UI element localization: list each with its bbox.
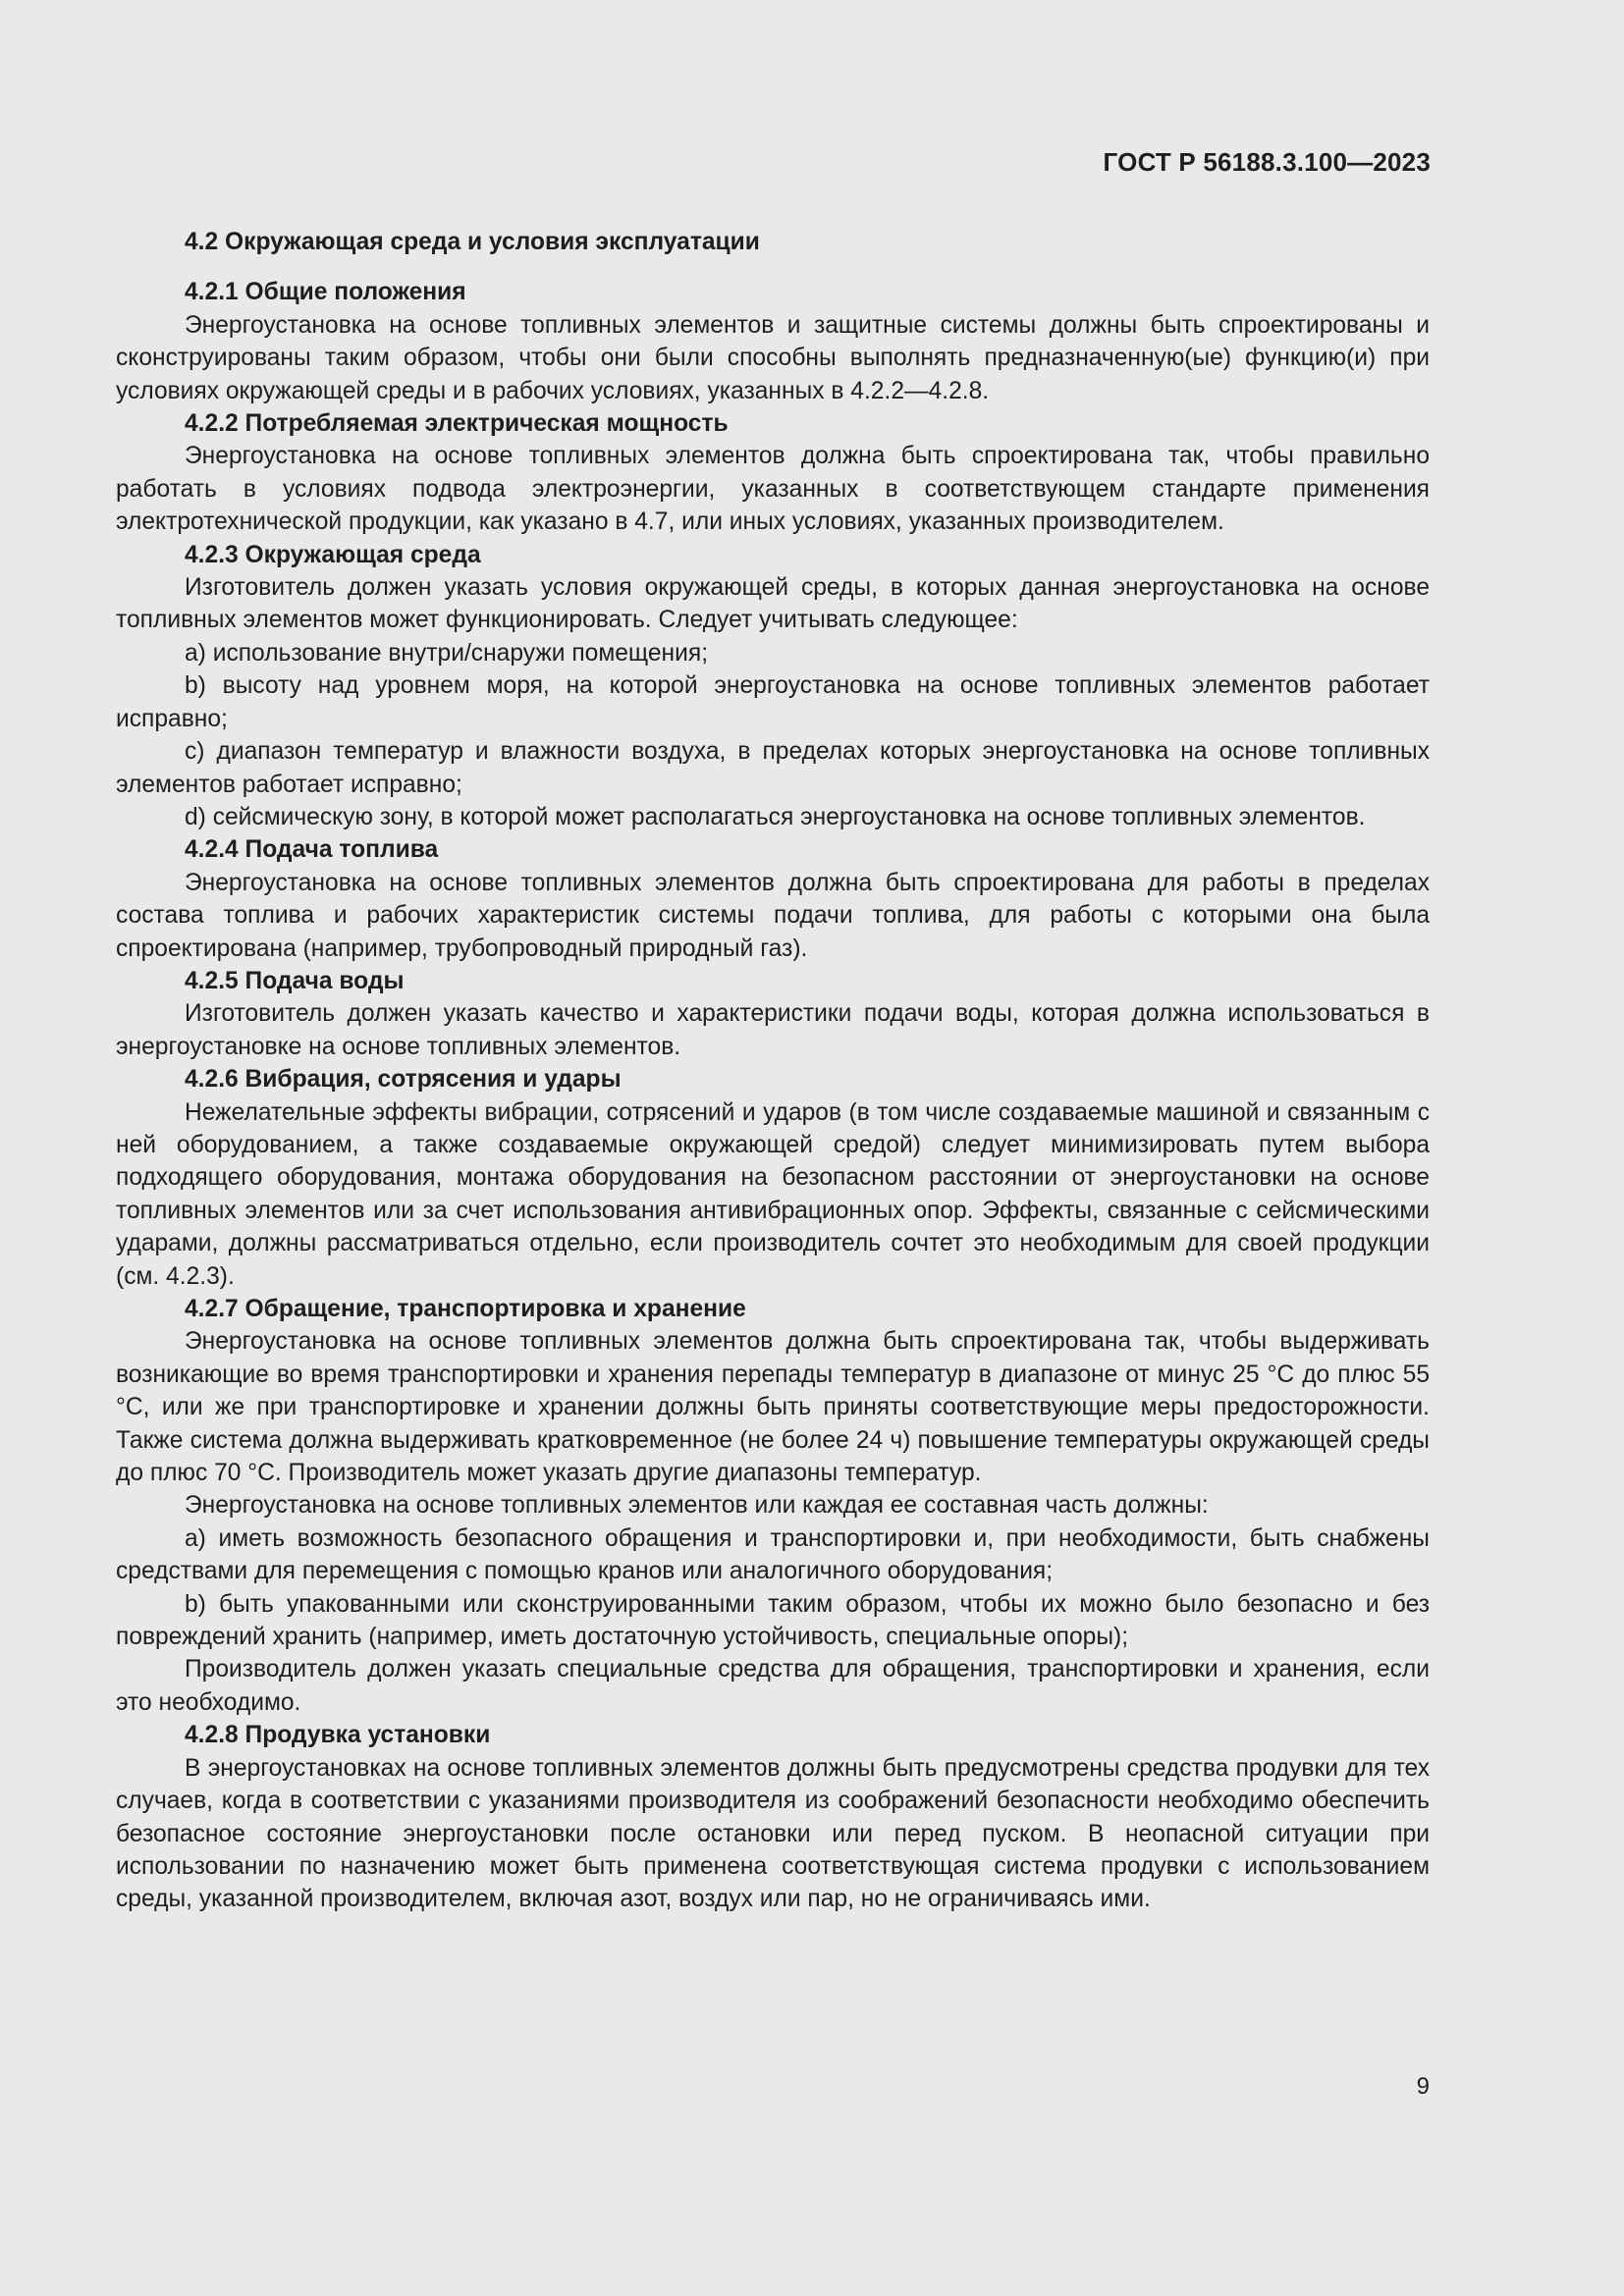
paragraph: Нежелательные эффекты вибрации, сотрясений и ударов (в том числе создаваемые машиной и связанным с ней оборудованием, а также создаваемые окружающей средой) следует минимизировать путем выбора подходящего оборудования, монтажа оборудования на безопасном расстоянии от энергоустановки на основе топливных элементов или за счет использования антивибрационных опор. Эффекты, связанные с сейсмическими ударами, должны рассматриваться отдельно, если производитель сочтет это необходимым для своей продукции (см. 4.2.3).: [116, 1098, 1430, 1290]
list-item: d) сейсмическую зону, в которой может располагаться энергоустановка на основе топливных элементов.: [185, 803, 1366, 830]
subsection-title-4-2-5: 4.2.5 Подача воды: [185, 967, 405, 994]
subsection-title-4-2-8: 4.2.8 Продувка установки: [185, 1722, 491, 1749]
paragraph: Изготовитель должен указать условия окружающей среды, в которых данная энергоустановка на основе топливных элементов может функционировать. Следует учитывать следующее:: [116, 574, 1430, 634]
paragraph: Изготовитель должен указать качество и характеристики подачи воды, которая должна использоваться в энергоустановке на основе топливных элементов.: [116, 1000, 1430, 1060]
subsection-title-4-2-1: 4.2.1 Общие положения: [185, 279, 466, 306]
list-item: c) диапазон температур и влажности воздуха, в пределах которых энергоустановка на основе топливных элементов работает исправно;: [116, 738, 1430, 798]
list-item: b) быть упакованными или сконструированными таким образом, чтобы их можно было безопасно и без повреждений хранить (например, иметь достаточную устойчивость, специальные опоры);: [116, 1590, 1430, 1651]
paragraph: Энергоустановка на основе топливных элементов должна быть спроектирована так, чтобы правильно работать в условиях подвода электроэнергии, указанных в соответствующем стандарте применения электротехнической продукции, как указано в 4.7, или иных условиях, указанных производителем.: [116, 443, 1430, 536]
section-title: 4.2 Окружающая среда и условия эксплуатации: [185, 229, 760, 255]
subsection-title-4-2-3: 4.2.3 Окружающая среда: [185, 541, 481, 568]
paragraph: Энергоустановка на основе топливных элементов должна быть спроектирована для работы в пределах состава топлива и рабочих характеристик системы подачи топлива, для работы с которыми она была спроектирована (например, трубопроводный природный газ).: [116, 869, 1430, 962]
list-item: a) иметь возможность безопасного обращения и транспортировки и, при необходимости, быть снабжены средствами для перемещения с помощью кранов или аналогичного оборудования;: [116, 1524, 1430, 1585]
list-item: a) использование внутри/снаружи помещения;: [185, 639, 709, 667]
subsection-title-4-2-7: 4.2.7 Обращение, транспортировка и хранение: [185, 1296, 746, 1322]
page-number: 9: [1416, 2073, 1430, 2100]
document-code: ГОСТ Р 56188.3.100—2023: [1103, 147, 1431, 177]
subsection-title-4-2-2: 4.2.2 Потребляемая электрическая мощность: [185, 410, 729, 438]
paragraph: Производитель должен указать специальные средства для обращения, транспортировки и хранения, если это необходимо.: [116, 1656, 1430, 1716]
subsection-title-4-2-4: 4.2.4 Подача топлива: [185, 836, 439, 864]
paragraph: Энергоустановка на основе топливных элементов должна быть спроектирована так, чтобы выдерживать возникающие во время транспортировки и хранения перепады температур в диапазоне от минус 25 °С до плюс 55 °С, или же при транспортировке и хранении должны быть приняты соответствующие меры предосторожности. Также система должна выдерживать кратковременное (не более 24 ч) повышение температуры окружающей среды до плюс 70 °С. Производитель может указать другие диапазоны температур.: [116, 1328, 1430, 1487]
list-item: b) высоту над уровнем моря, на которой энергоустановка на основе топливных элементов работает исправно;: [116, 672, 1430, 732]
document-body: [116, 226, 1430, 1916]
subsection-title-4-2-6: 4.2.6 Вибрация, сотрясения и удары: [185, 1066, 622, 1094]
paragraph: Энергоустановка на основе топливных элементов и защитные системы должны быть спроектированы и сконструированы таким образом, чтобы они были способны выполнять предназначенную(ые) функцию(и) при условиях окружающей среды и в рабочих условиях, указанных в 4.2.2—4.2.8.: [116, 311, 1430, 404]
paragraph: В энергоустановках на основе топливных элементов должны быть предусмотрены средства продувки для тех случаев, когда в соответствии с указаниями производителя из соображений безопасности необходимо обеспечить безопасное состояние энергоустановки после остановки или перед пуском. В неопасной ситуации при использовании по назначению может быть применена соответствующая система продувки с использованием среды, указанной производителем, включая азот, воздух или пар, но не ограничиваясь ими.: [116, 1754, 1430, 1913]
paragraph: Энергоустановка на основе топливных элементов или каждая ее составная часть должны:: [185, 1492, 1209, 1520]
